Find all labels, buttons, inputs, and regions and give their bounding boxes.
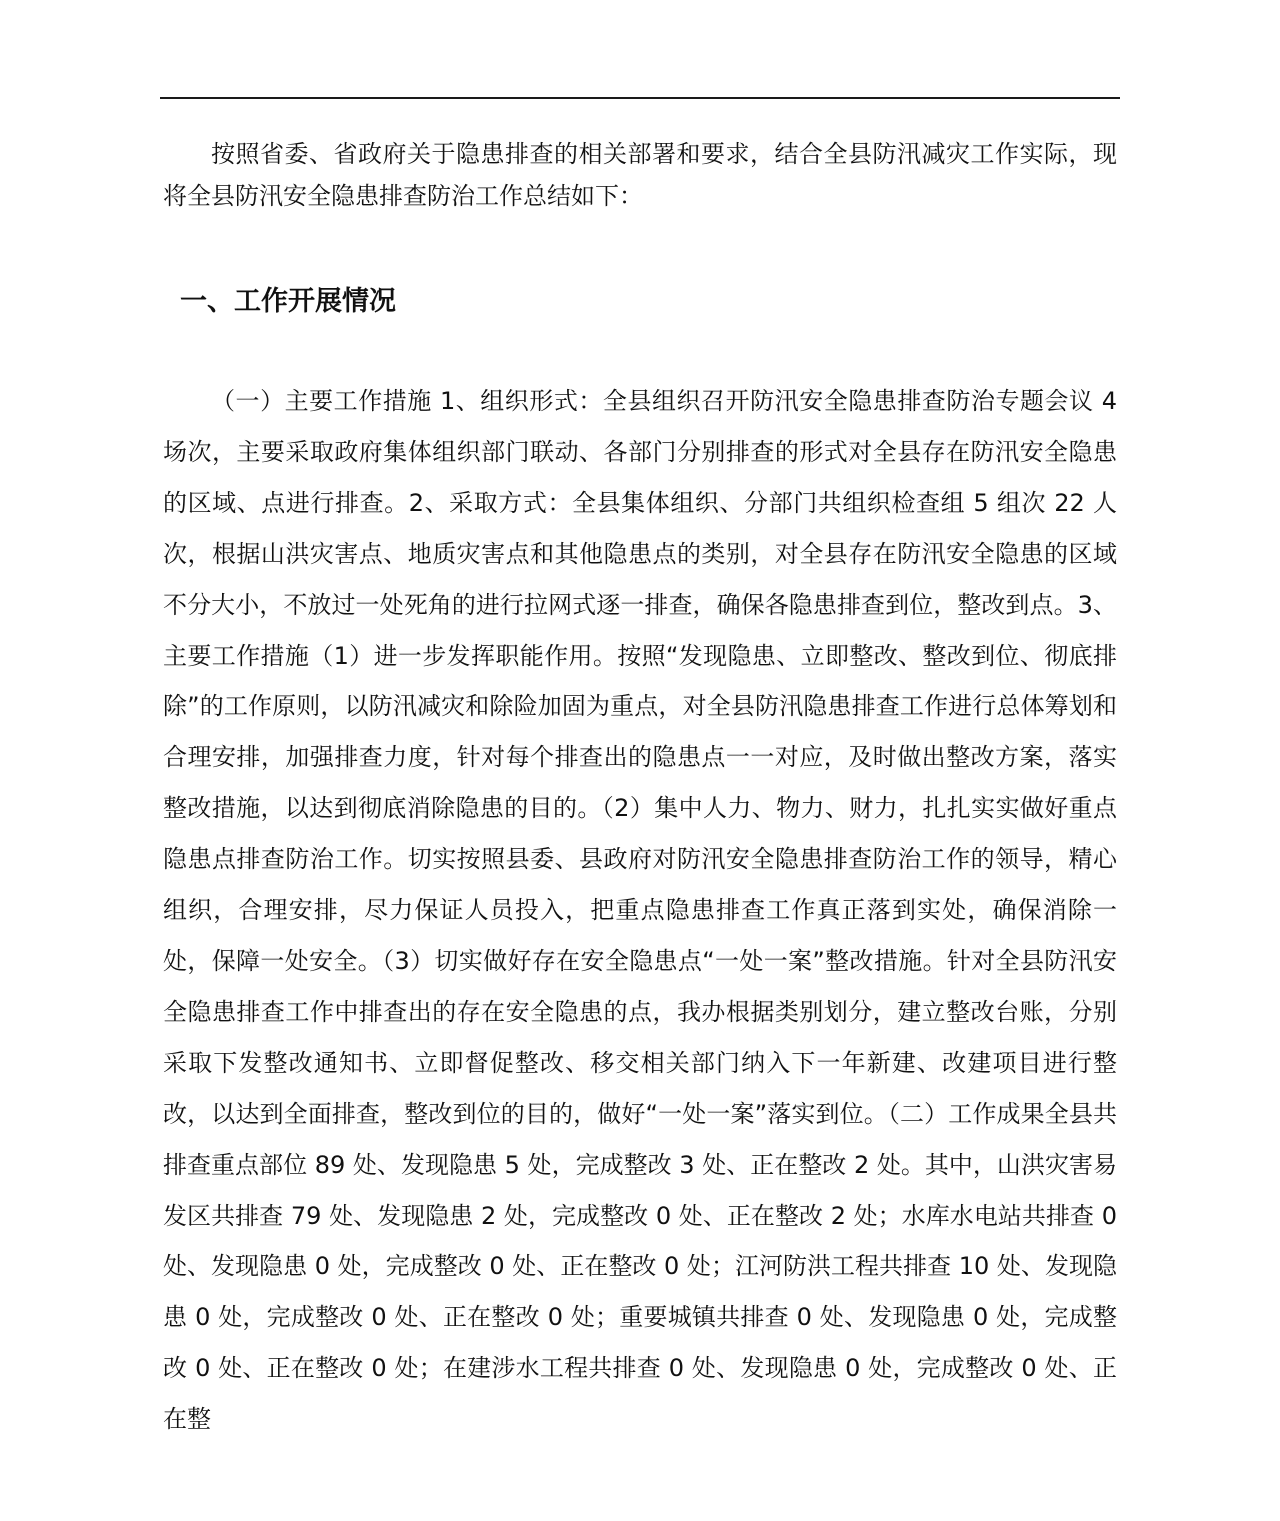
- intro-paragraph: 按照省委、省政府关于隐患排查的相关部署和要求，结合全县防汛减灾工作实际，现将全县防汛安全隐患排查防治工作总结如下：: [163, 140, 1117, 210]
- body-paragraph: （一）主要工作措施 1、组织形式：全县组织召开防汛安全隐患排查防治专题会议 4 场次，主要采取政府集体组织部门联动、各部门分别排查的形式对全县存在防汛安全隐患的区域、点进行排查。2、采取方式：全县集体组织、分部门共组织检查组 5 组次 22 人次，根据山洪灾害点、地质灾害点和其他隐患点的类别，对全县存在防汛安全隐患的区域不分大小，不放过一处死角的进行拉网式逐一排查，确保各隐患排查到位，整改到点。3、主要工作措施（1）进一步发挥职能作用。按照“发现隐患、立即整改、整改到位、彻底排除”的工作原则，以防汛减灾和除险加固为重点，对全县防汛隐患排查工作进行总体筹划和合理安排，加强排查力度，针对每个排查出的隐患点一一对应，及时做出整改方案，落实整改措施，以达到彻底消除隐患的目的。（2）集中人力、物力、财力，扎扎实实做好重点隐患点排查防治工作。切实按照县委、县政府对防汛安全隐患排查防治工作的领导，精心组织，合理安排，尽力保证人员投入，把重点隐患排查工作真正落到实处，确保消除一处，保障一处安全。（3）切实做好存在安全隐患点“一处一案”整改措施。针对全县防汛安全隐患排查工作中排查出的存在安全隐患的点，我办根据类别划分，建立整改台账，分别采取下发整改通知书、立即督促整改、移交相关部门纳入下一年新建、改建项目进行整改，以达到全面排查，整改到位的目的，做好“一处一案”落实到位。（二）工作成果全县共排查重点部位 89 处、发现隐患 5 处，完成整改 3 处、正在整改 2 处。其中，山洪灾害易发区共排查 79 处、发现隐患 2 处，完成整改 0 处、正在整改 2 处；水库水电站共排查 0 处、发现隐患 0 处，完成整改 0 处、正在整改 0 处；江河防洪工程共排查 10 处、发现隐患 0 处，完成整改 0 处、正在整改 0 处；重要城镇共排查 0 处、发现隐患 0 处，完成整改 0 处、正在整改 0 处；在建涉水工程共排查 0 处、发现隐患 0 处，完成整改 0 处、正在整: [163, 387, 1117, 1434]
- header-rule: [160, 97, 1120, 99]
- section-heading: 一、工作开展情况: [180, 286, 396, 317]
